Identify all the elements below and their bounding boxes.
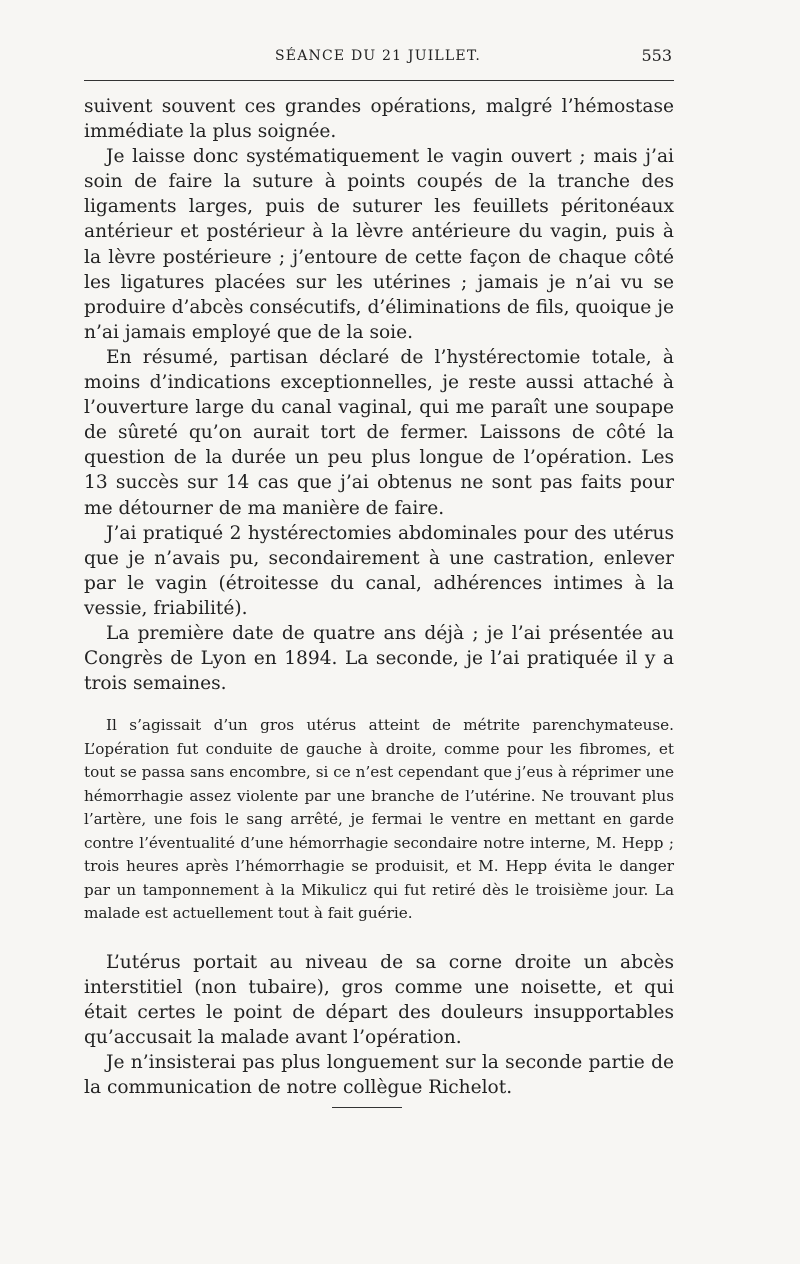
paragraph: L’utérus portait au niveau de sa corne droite un abcès interstitiel (non tubaire), gros comme une noisette, et qui était certes le point de départ des douleurs insupportables qu’accusait la malade avant l’opération. [84,951,674,1049]
paragraph: La première date de quatre ans déjà ; je l’ai présentée au Congrès de Lyon en 1894. La seconde, je l’ai pratiquée il y a trois semaines. [84,622,674,695]
paragraph: Je laisse donc systématiquement le vagin ouvert ; mais j’ai soin de faire la suture à points coupés de la tranche des ligaments larges, puis de suturer les feuillets péritonéaux antérieur et postérieur à la lèvre antérieure du vagin, puis à la lèvre postérieure ; j’entoure de cette façon de chaque côté les ligatures placées sur les utérines ; jamais je n’ai vu se produire d’abcès consécutifs, d’éliminations de fils, quoique je n’ai jamais employé que de la soie. [84,146,674,343]
paragraph: suivent souvent ces grandes opérations, malgré l’hémostase immédiate la plus soignée. [84,96,674,143]
end-rule [332,1107,402,1108]
running-title: SÉANCE DU 21 JUILLET. [275,48,481,64]
paragraph: Je n’insisterai pas plus longuement sur la seconde partie de la communication de notre collègue Richelot. [84,1052,674,1099]
body-text [84,94,674,1100]
paragraph: J’ai pratiqué 2 hystérectomies abdominales pour des utérus que je n’avais pu, secondairement à une castration, enlever par le vagin (étroitesse du canal, adhérences intimes à la vessie, friabilité). [84,522,674,619]
page-number: 553 [641,46,672,65]
case-note-text: Il s’agissait d’un gros utérus atteint de métrite parenchymateuse. L’opération fut conduite de gauche à droite, comme pour les fibromes, et tout se passa sans encombre, si ce n’est cependant que j’eus à réprimer une hémorrhagie assez violente par une branche de l’utérine. Ne trouvant plus l’artère, une fois le sang arrêté, je fermai le ventre en mettant en garde contre l’éventualité d’une hémorrhagie secondaire notre interne, M. Hepp ; trois heures après l’hémorrhagie se produisit, et M. Hepp évita le danger par un tamponnement à la Mikulicz qui fut retiré dès le troisième jour. La malade est actuellement tout à fait guérie. [84,716,674,923]
header-rule [84,80,674,81]
case-note [84,714,674,926]
paragraph: En résumé, partisan déclaré de l’hystérectomie totale, à moins d’indications exceptionnelles, je reste aussi attaché à l’ouverture large du canal vaginal, qui me paraît une soupape de sûreté qu’on aurait tort de fermer. Laissons de côté la question de la durée un peu plus longue de l’opération. Les 13 succès sur 14 cas que j’ai obtenus ne sont pas faits pour me détourner de ma manière de faire. [84,346,674,519]
running-head [84,46,672,76]
